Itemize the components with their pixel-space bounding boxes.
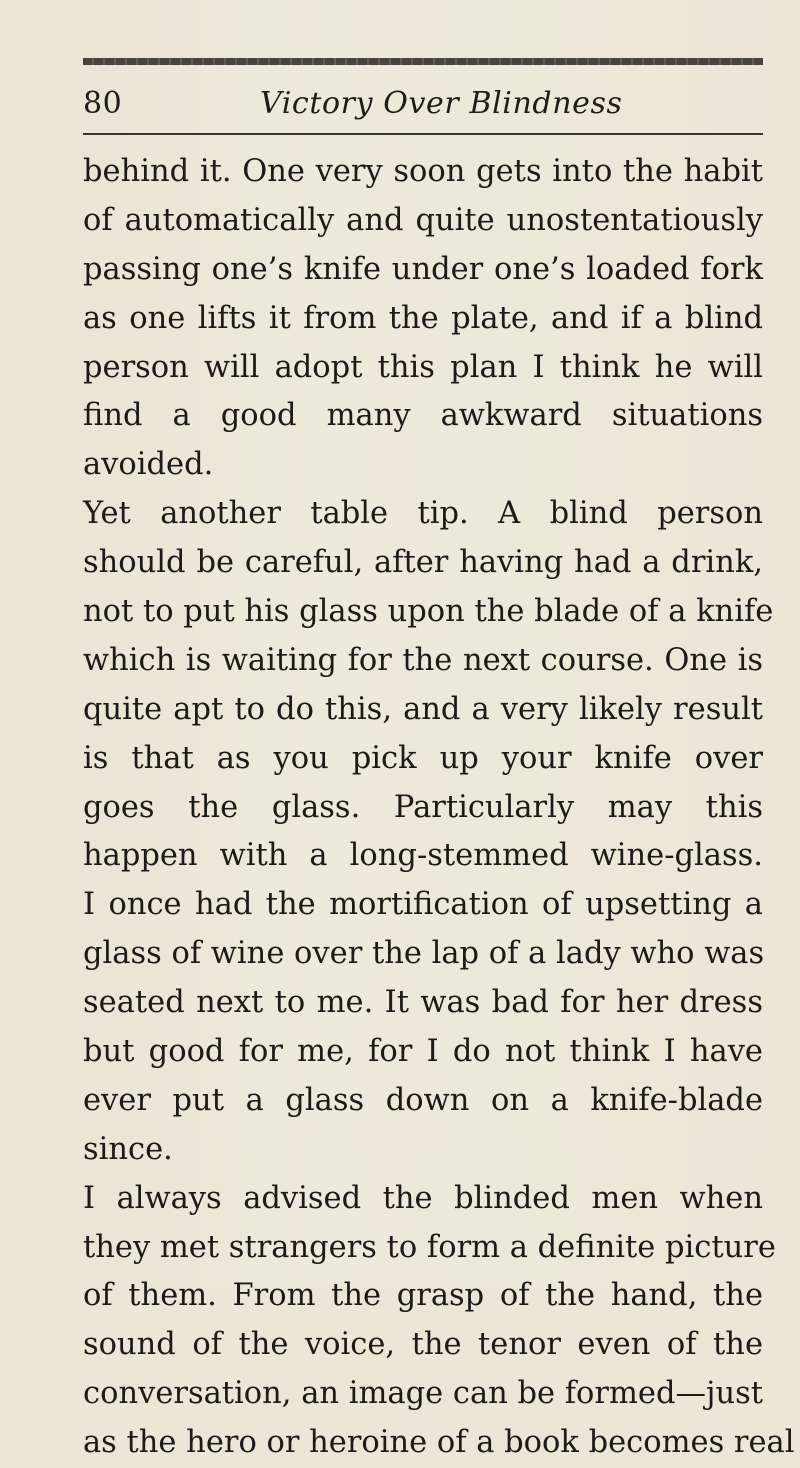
text-line: I once had the mortification of upsetting a [83,887,763,923]
text-line: ever put a glass down on a knife-blade [83,1082,763,1118]
text-line: conversation, an image can be formed—just [83,1376,763,1412]
page-header [83,80,763,132]
top-border-rule [83,58,763,65]
text-line: should be careful, after having had a drink, [83,545,763,581]
text-line: not to put his glass upon the blade of a knife [83,594,774,630]
text-line: as the hero or heroine of a book becomes real [83,1425,795,1461]
text-line: glass of wine over the lap of a lady who was [83,936,765,972]
text-line: passing one’s knife under one’s loaded fork [83,251,763,287]
text-line: seated next to me. It was bad for her dress [83,985,763,1021]
text-line: avoided. [83,447,214,483]
text-line: sound of the voice, the tenor even of the [83,1327,763,1363]
text-line: of them. From the grasp of the hand, the [83,1278,763,1314]
text-line: which is waiting for the next course. One is [83,642,763,678]
text-line: since. [83,1131,173,1167]
text-line: quite apt to do this, and a very likely result [83,691,763,727]
text-line: Yet another table tip. A blind person [83,496,763,532]
text-line: goes the glass. Particularly may this [83,789,763,825]
text-line: find a good many awkward situations [83,398,763,434]
text-line: they met strangers to form a definite picture [83,1229,776,1265]
text-line: behind it. One very soon gets into the habit [83,154,763,189]
running-head-title: Victory Over Blindness [260,86,623,121]
text-line: but good for me, for I do not think I have [83,1034,763,1070]
text-line: as one lifts it from the plate, and if a blind [83,300,763,336]
body-text [83,148,795,1461]
page-number: 80 [83,86,123,121]
text-line: happen with a long-stemmed wine-glass. [83,838,763,874]
text-line: is that as you pick up your knife over [83,740,763,776]
text-line: I always advised the blinded men when [83,1180,763,1216]
text-line: person will adopt this plan I think he will [83,349,763,385]
header-rule [83,133,763,135]
text-line: of automatically and quite unostentatiously [83,202,763,238]
